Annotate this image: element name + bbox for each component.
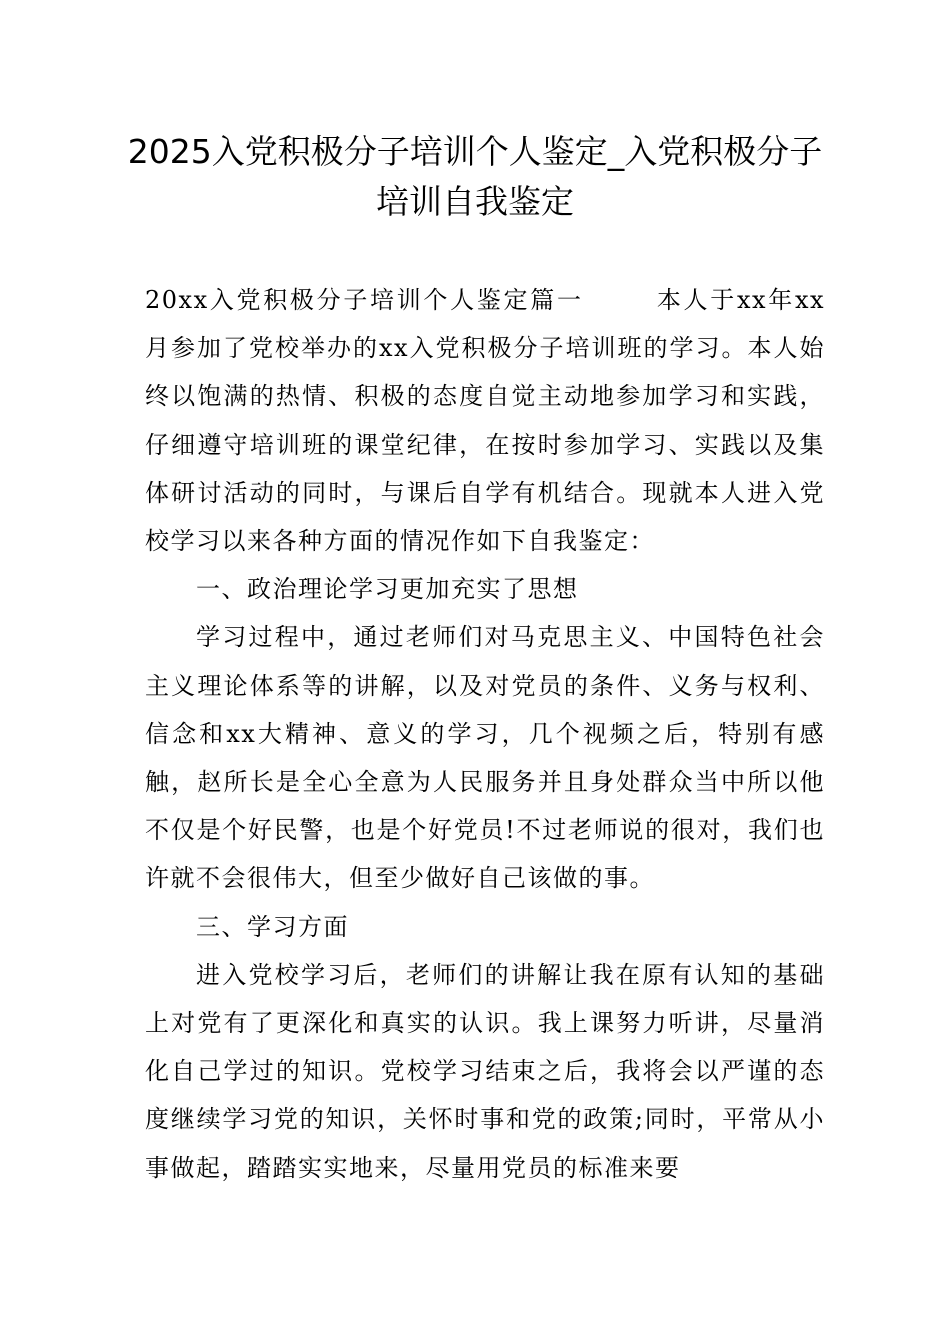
section-1-heading: 一、政治理论学习更加充实了思想 xyxy=(196,575,579,604)
section-3-heading: 三、学习方面 xyxy=(196,912,349,941)
section-1-paragraph: 学习过程中，通过老师们对马克思主义、中国特色社会主义理论体系等的讲解，以及对党员的条件、义务与权利、信念和xx大精神、意义的学习，几个视频之后，特别有感触，赵所长是全心全意为人民服务并且身处群众当中所以他不仅是个好民警，也是个好党员!不过老师说的很对，我们也许就不会很伟大，但至少做好自己该做的事。 xyxy=(145,623,825,893)
section-3-paragraph: 进入党校学习后，老师们的讲解让我在原有认知的基础上对党有了更深化和真实的认识。我上课努力听讲，尽量消化自己学过的知识。党校学习结束之后，我将会以严谨的态度继续学习党的知识，关怀时事和党的政策;同时，平常从小事做起，踏踏实实地来，尽量用党员的标准来要 xyxy=(145,960,825,1182)
intro-heading: 20xx入党积极分子培训个人鉴定篇一 xyxy=(145,286,584,314)
document-body xyxy=(145,276,825,1192)
intro-text: 本人于xx年xx月参加了党校举办的xx入党积极分子培训班的学习。本人始终以饱满的热情、积极的态度自觉主动地参加学习和实践，仔细遵守培训班的课堂纪律，在按时参加学习、实践以及集体研讨活动的同时，与课后自学有机结合。现就本人进入党校学习以来各种方面的情况作如下自我鉴定： xyxy=(145,286,826,556)
intro-paragraph xyxy=(145,276,825,565)
document-title: 2025入党积极分子培训个人鉴定_入党积极分子培训自我鉴定 xyxy=(127,132,823,221)
